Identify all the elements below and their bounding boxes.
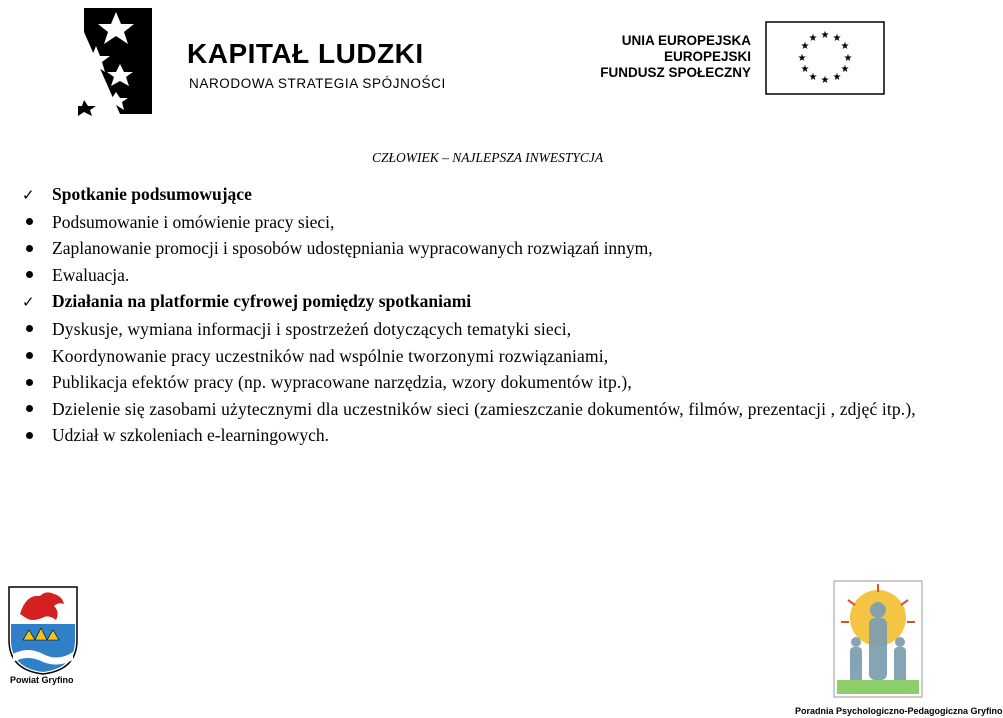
eu-text-block [600,33,751,81]
poradnia-label: Poradnia Psychologiczno-Pedagogiczna Gryfino [795,706,1003,716]
tagline: CZŁOWIEK – NAJLEPSZA INWESTYCJA [372,150,604,165]
list-item-text: Podsumowanie i omówienie pracy sieci, [52,211,335,232]
list-item-text: Udział w szkoleniach e-learningowych. [52,425,329,446]
bullet-icon [22,209,52,236]
eu-flag-icon [765,21,885,95]
svg-text:★: ★ [808,72,818,83]
section-heading-text: Spotkanie podsumowujące [52,184,252,204]
list-item [22,422,959,449]
eu-line-2: EUROPEJSKI [663,49,751,64]
kapital-ludzki-logo-mark [78,4,158,116]
list-item-text: Zaplanowanie promocji i sposobów udostępniania wypracowanych rozwiązań innym, [52,238,653,259]
list-item-text: Ewaluacja. [52,264,130,285]
list-item [22,209,959,236]
logo-subtitle: NARODOWA STRATEGIA SPÓJNOŚCI [189,76,446,91]
bullet-icon [22,235,52,262]
eu-line-1: UNIA EUROPEJSKA [621,33,751,48]
crest-label: Powiat Gryfino [10,675,74,685]
svg-text:★: ★ [820,75,830,86]
checkmark-icon: ✓ [22,186,35,204]
checkmark-icon: ✓ [22,293,35,312]
svg-text:★: ★ [832,33,842,44]
svg-text:★: ★ [808,33,818,44]
list-item [22,396,959,423]
svg-text:★: ★ [797,53,807,64]
list-item [22,316,959,343]
gryfino-crest-icon [6,584,80,676]
bullet-icon [22,316,52,343]
list-item [22,262,959,289]
bullet-icon [22,262,52,289]
list-item-text: Publikacja efektów pracy (np. wypracowane narzędzia, wzory dokumentów itp.), [52,372,632,393]
bullet-icon [22,396,52,423]
bullet-icon [22,422,52,449]
svg-text:★: ★ [800,64,810,75]
bullet-icon [22,343,52,370]
list-item [22,235,959,262]
content-list [22,181,959,449]
list-item [22,369,959,396]
list-item [22,343,959,370]
svg-text:★: ★ [840,41,850,52]
svg-text:★: ★ [800,41,810,52]
list-item-text: Dyskusje, wymiana informacji i spostrzeżeń dotyczących tematyki sieci, [52,318,572,339]
svg-text:★: ★ [840,64,850,75]
bullet-icon [22,369,52,396]
section-heading [22,181,959,209]
poradnia-logo-icon [833,580,923,698]
svg-text:★: ★ [820,30,830,41]
logo-title: KAPITAŁ LUDZKI [187,38,424,69]
eu-line-3: FUNDUSZ SPOŁECZNY [600,65,751,80]
section-heading-text: Działania na platformie cyfrowej pomiędzy spotkaniami [52,291,472,312]
list-item-text: Dzielenie się zasobami użytecznymi dla uczestników sieci (zamieszczanie dokumentów, filmów, prezentacji , zdjęć itp.), [52,398,916,419]
svg-text:★: ★ [843,53,853,64]
section-heading [22,288,959,316]
list-item-text: Koordynowanie pracy uczestników nad wspólnie tworzonymi rozwiązaniami, [52,345,609,366]
svg-text:★: ★ [832,72,842,83]
